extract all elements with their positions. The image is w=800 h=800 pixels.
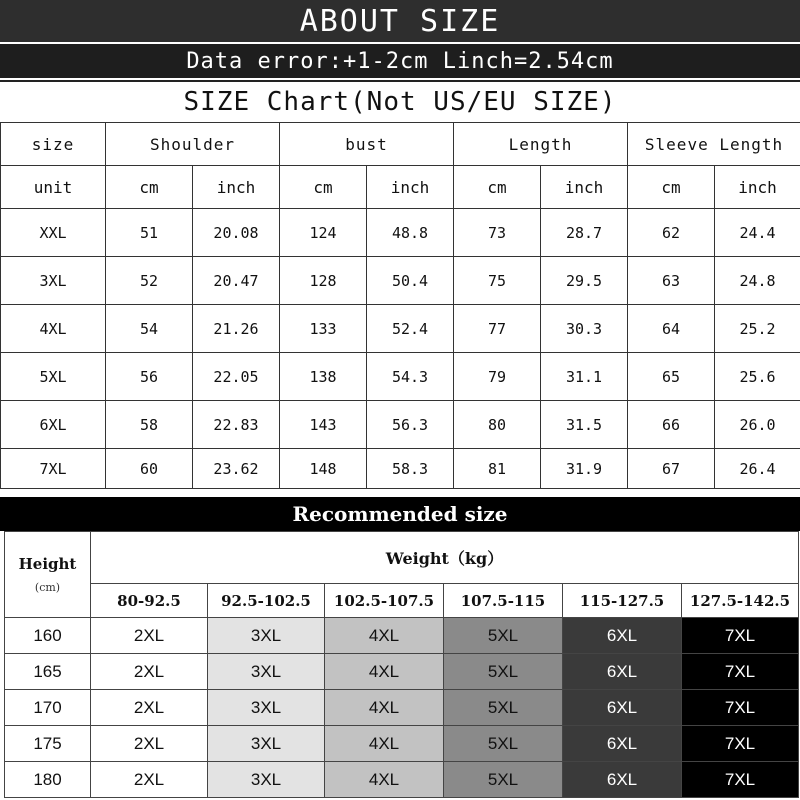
measurement-cell: 75 (454, 257, 541, 305)
size-column-header: size (1, 123, 106, 166)
measurement-cell: 51 (106, 209, 193, 257)
recommended-row (5, 726, 799, 762)
recommended-size-cell: 5XL (444, 654, 563, 690)
height-label: Height (18, 555, 77, 573)
measurement-cell: 56 (106, 353, 193, 401)
recommended-size-title: Recommended size (0, 497, 800, 531)
measurement-cell: 143 (280, 401, 367, 449)
measurement-cell: 62 (628, 209, 715, 257)
measurement-cell: 58 (106, 401, 193, 449)
measurement-cell: 63 (628, 257, 715, 305)
measurement-cell: 22.83 (193, 401, 280, 449)
recommended-size-cell: 7XL (682, 690, 799, 726)
recommended-row (5, 618, 799, 654)
measurement-cell: 26.0 (715, 401, 800, 449)
size-chart-title: SIZE Chart(Not US/EU SIZE) (0, 80, 800, 122)
recommended-size-cell: 2XL (91, 690, 208, 726)
measurement-cell: 58.3 (367, 449, 454, 489)
size-label: 4XL (1, 305, 106, 353)
measurement-cell: 22.05 (193, 353, 280, 401)
measurement-cell: 148 (280, 449, 367, 489)
table-row (1, 209, 800, 257)
unit-cell: inch (367, 166, 454, 209)
measurement-cell: 56.3 (367, 401, 454, 449)
measurement-cell: 31.9 (541, 449, 628, 489)
recommended-size-cell: 5XL (444, 690, 563, 726)
weight-range: 127.5-142.5 (682, 584, 799, 618)
measurement-cell: 80 (454, 401, 541, 449)
measurement-cell: 28.7 (541, 209, 628, 257)
measurement-cell: 20.47 (193, 257, 280, 305)
recommended-size-cell: 7XL (682, 762, 799, 798)
recommended-size-cell: 3XL (208, 690, 325, 726)
weight-range: 107.5-115 (444, 584, 563, 618)
measurement-cell: 81 (454, 449, 541, 489)
recommended-size-cell: 5XL (444, 762, 563, 798)
measurement-cell: 77 (454, 305, 541, 353)
measurement-cell: 73 (454, 209, 541, 257)
weight-range: 102.5-107.5 (325, 584, 444, 618)
height-value: 165 (5, 654, 91, 690)
table-row (1, 401, 800, 449)
table-row (1, 353, 800, 401)
table-header-row (1, 123, 800, 166)
height-value: 170 (5, 690, 91, 726)
unit-cell: cm (628, 166, 715, 209)
recommended-size-cell: 4XL (325, 762, 444, 798)
recommended-size-cell: 3XL (208, 762, 325, 798)
height-unit: (cm) (34, 581, 61, 594)
weight-header-row (5, 532, 799, 584)
recommended-row (5, 654, 799, 690)
measurement-cell: 54 (106, 305, 193, 353)
unit-row (1, 166, 800, 209)
recommended-size-cell: 2XL (91, 762, 208, 798)
measurement-cell: 23.62 (193, 449, 280, 489)
height-value: 180 (5, 762, 91, 798)
table-row (1, 305, 800, 353)
bust-header: bust (280, 123, 454, 166)
measurement-cell: 21.26 (193, 305, 280, 353)
recommended-size-cell: 6XL (563, 654, 682, 690)
measurement-cell: 50.4 (367, 257, 454, 305)
recommended-size-cell: 4XL (325, 618, 444, 654)
unit-cell: inch (193, 166, 280, 209)
measurement-cell: 52 (106, 257, 193, 305)
weight-range: 115-127.5 (563, 584, 682, 618)
weight-range-row (5, 584, 799, 618)
table-row (1, 449, 800, 489)
unit-cell: inch (541, 166, 628, 209)
measurement-cell: 79 (454, 353, 541, 401)
size-label: 5XL (1, 353, 106, 401)
measurement-cell: 65 (628, 353, 715, 401)
unit-label: unit (1, 166, 106, 209)
weight-header: Weight（kg） (91, 532, 799, 584)
recommended-size-cell: 4XL (325, 726, 444, 762)
measurement-cell: 67 (628, 449, 715, 489)
measurement-cell: 124 (280, 209, 367, 257)
height-value: 175 (5, 726, 91, 762)
size-label: 6XL (1, 401, 106, 449)
measurement-cell: 29.5 (541, 257, 628, 305)
measurement-cell: 26.4 (715, 449, 800, 489)
measurement-cell: 60 (106, 449, 193, 489)
measurement-cell: 24.8 (715, 257, 800, 305)
recommended-size-cell: 6XL (563, 690, 682, 726)
data-error-note: Data error:+1-2cm Linch=2.54cm (0, 44, 800, 78)
table-row (1, 257, 800, 305)
height-header (5, 532, 91, 618)
about-size-banner: ABOUT SIZE (0, 0, 800, 42)
length-header: Length (454, 123, 628, 166)
height-value: 160 (5, 618, 91, 654)
recommended-size-cell: 6XL (563, 726, 682, 762)
measurement-cell: 64 (628, 305, 715, 353)
measurement-cell: 66 (628, 401, 715, 449)
size-label: 3XL (1, 257, 106, 305)
recommended-size-cell: 5XL (444, 618, 563, 654)
measurement-cell: 30.3 (541, 305, 628, 353)
size-measurement-table (0, 122, 800, 489)
recommended-row (5, 690, 799, 726)
measurement-cell: 31.1 (541, 353, 628, 401)
recommended-size-cell: 3XL (208, 654, 325, 690)
measurement-cell: 24.4 (715, 209, 800, 257)
recommended-size-cell: 7XL (682, 726, 799, 762)
measurement-cell: 20.08 (193, 209, 280, 257)
recommended-size-cell: 7XL (682, 618, 799, 654)
shoulder-header: Shoulder (106, 123, 280, 166)
recommended-size-table (4, 531, 799, 798)
recommended-size-cell: 6XL (563, 762, 682, 798)
measurement-cell: 54.3 (367, 353, 454, 401)
recommended-row (5, 762, 799, 798)
size-label: 7XL (1, 449, 106, 489)
unit-cell: cm (454, 166, 541, 209)
recommended-size-cell: 4XL (325, 690, 444, 726)
recommended-size-cell: 7XL (682, 654, 799, 690)
weight-range: 80-92.5 (91, 584, 208, 618)
recommended-size-cell: 5XL (444, 726, 563, 762)
unit-cell: cm (106, 166, 193, 209)
size-label: XXL (1, 209, 106, 257)
recommended-size-cell: 2XL (91, 654, 208, 690)
recommended-size-cell: 3XL (208, 726, 325, 762)
measurement-cell: 52.4 (367, 305, 454, 353)
measurement-cell: 25.6 (715, 353, 800, 401)
measurement-cell: 133 (280, 305, 367, 353)
weight-range: 92.5-102.5 (208, 584, 325, 618)
recommended-size-cell: 2XL (91, 618, 208, 654)
measurement-cell: 25.2 (715, 305, 800, 353)
recommended-size-cell: 4XL (325, 654, 444, 690)
recommended-size-cell: 3XL (208, 618, 325, 654)
unit-cell: inch (715, 166, 800, 209)
sleeve-length-header: Sleeve Length (628, 123, 800, 166)
measurement-cell: 128 (280, 257, 367, 305)
measurement-cell: 48.8 (367, 209, 454, 257)
recommended-size-cell: 6XL (563, 618, 682, 654)
unit-cell: cm (280, 166, 367, 209)
recommended-size-cell: 2XL (91, 726, 208, 762)
measurement-cell: 138 (280, 353, 367, 401)
measurement-cell: 31.5 (541, 401, 628, 449)
